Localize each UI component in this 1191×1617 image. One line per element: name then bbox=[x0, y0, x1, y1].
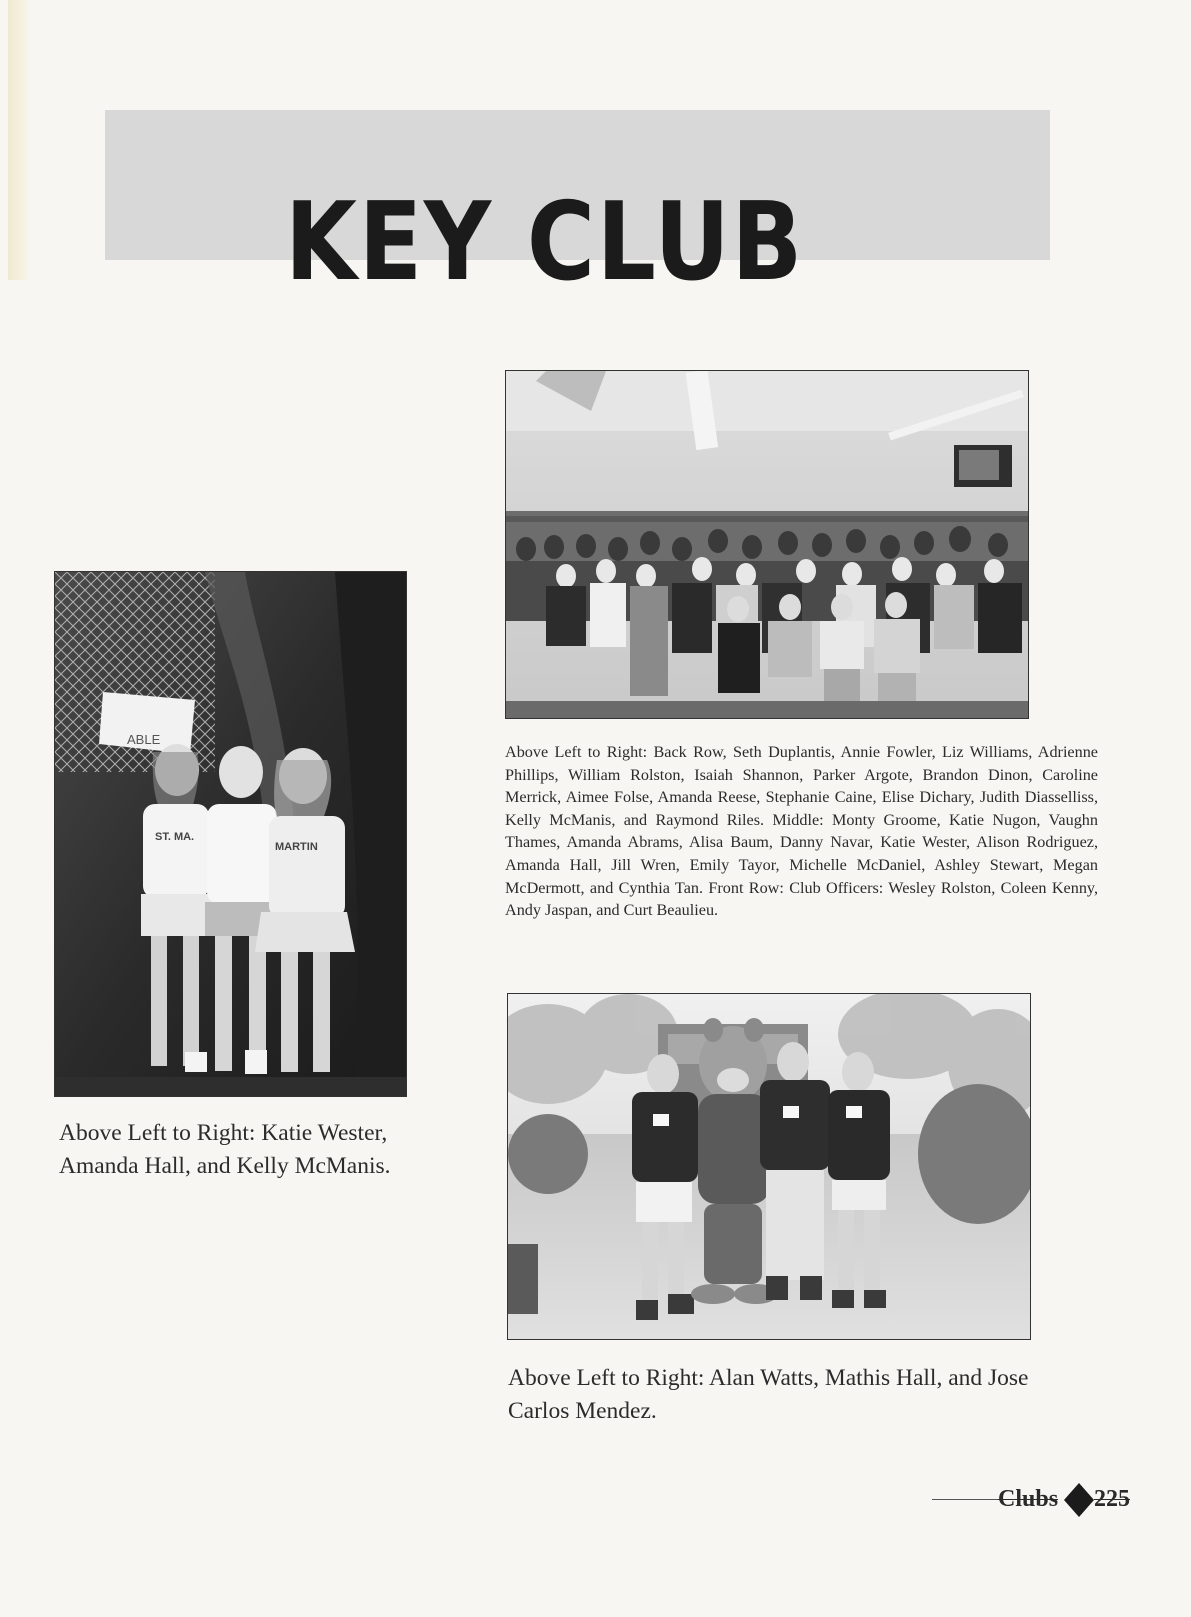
group-photo bbox=[505, 370, 1029, 719]
group-photo-caption: Above Left to Right: Back Row, Seth Duplantis, Annie Fowler, Liz Williams, Adrienne Phillips, William Rolston, Isaiah Shannon, Parker Argote, Brandon Dinon, Caroline Merrick, Aimee Folse, Amanda Reese, Stephanie Caine, Elise Dichary, Judith Diasselliss, Kelly McManis, and Raymond Riles. Middle: Monty Groome, Katie Nugon, Vaughn Thames, Amanda Abrams, Alisa Baum, Danny Navar, Katie Wester, Alison Rodriguez, Amanda Hall, Jill Wren, Emily Tayor, Michelle McDaniel, Ashley Stewart, Megan McDermott, and Cynthia Tan. Front Row: Club Officers: Wesley Rolston, Coleen Kenny, Andy Jaspan, and Curt Beaulieu. bbox=[505, 743, 1098, 920]
trio-shirt-text: ST. MA. bbox=[155, 831, 195, 843]
diamond-icon bbox=[1064, 1483, 1094, 1517]
page-title: KEY CLUB bbox=[285, 180, 805, 305]
mascot-photo bbox=[507, 993, 1031, 1340]
folio-page-number: 225 bbox=[1094, 1486, 1130, 1512]
page-folio bbox=[932, 1479, 1152, 1519]
mascot-photo-caption: Above Left to Right: Alan Watts, Mathis Hall, and Jose Carlos Mendez. bbox=[508, 1365, 1029, 1424]
folio-section-label: Clubs bbox=[998, 1486, 1059, 1512]
trio-photo bbox=[54, 571, 407, 1097]
trio-photo-caption: Above Left to Right: Katie Wester, Amanda Hall, and Kelly McManis. bbox=[59, 1120, 391, 1179]
page-edge-stain bbox=[8, 0, 30, 280]
trio-sign-text: ABLE bbox=[127, 732, 161, 747]
svg-text:MARTIN: MARTIN bbox=[275, 841, 318, 853]
